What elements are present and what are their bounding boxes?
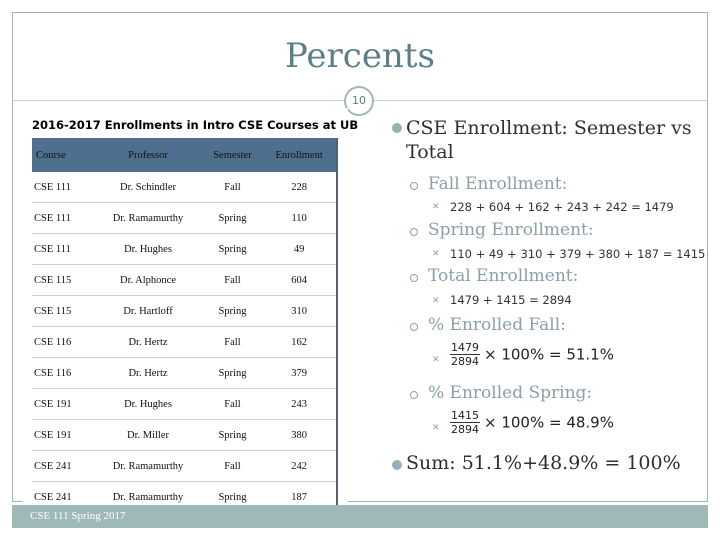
enrollment-cell: 380 [262,420,337,451]
spring-enrollment-label: Spring Enrollment: [428,220,594,240]
professor-cell: Dr. Hughes [93,234,202,265]
semester-cell: Spring [203,482,263,513]
enrollment-table-panel [22,108,359,522]
fall-enrollment-ring-icon [410,182,418,190]
pct-spring-bullet-icon: ✕ [432,423,440,433]
enrollment-cell: 243 [262,389,337,420]
course-cell: CSE 115 [32,296,93,327]
total-enrollment-ring-icon [410,274,418,282]
title-divider-left [12,100,346,101]
professor-cell: Dr. Ramamurthy [93,451,202,482]
table-row [32,296,337,327]
pct-fall-ring-icon [410,323,418,331]
semester-cell: Spring [203,358,263,389]
total-enrollment-expression: 1479 + 1415 = 2894 [450,293,572,307]
page-number-badge: 10 [344,86,374,116]
enrollment-cell: 228 [262,172,337,203]
pct-fall-expression [450,341,614,368]
pct-fall-denominator: 2894 [451,355,479,368]
pct-fall-fraction [450,341,480,368]
table-row [32,234,337,265]
enrollment-cell: 162 [262,327,337,358]
spring-expr-bullet-icon: ✕ [432,249,440,259]
table-caption: 2016-2017 Enrollments in Intro CSE Courses at UB [32,118,359,132]
pct-spring-fraction [450,409,480,436]
table-row [32,327,337,358]
table-row [32,420,337,451]
course-cell: CSE 115 [32,265,93,296]
fall-expr-bullet-icon: ✕ [432,202,440,212]
professor-cell: Dr. Hertz [93,327,202,358]
column-header-semester: Semester [203,138,263,172]
semester-cell: Fall [203,172,263,203]
semester-cell: Fall [203,451,263,482]
sum-bullet-icon [392,460,402,470]
professor-cell: Dr. Ramamurthy [93,203,202,234]
course-cell: CSE 116 [32,358,93,389]
semester-cell: Fall [203,389,263,420]
footer-text: CSE 111 Spring 2017 [30,510,126,522]
heading-bullet-icon [392,123,402,133]
table-row [32,265,337,296]
semester-cell: Spring [203,296,263,327]
professor-cell: Dr. Hertz [93,358,202,389]
total-enrollment-label: Total Enrollment: [428,266,579,286]
table-row [32,451,337,482]
pct-spring-ring-icon [410,391,418,399]
pct-fall-numerator: 1479 [451,341,479,354]
pct-spring-denominator: 2894 [451,423,479,436]
pct-fall-bullet-icon: ✕ [432,355,440,365]
course-cell: CSE 191 [32,389,93,420]
bullets-heading: CSE Enrollment: Semester vs Total [406,117,692,163]
professor-cell: Dr. Schindler [93,172,202,203]
professor-cell: Dr. Alphonce [93,265,202,296]
slide-title: Percents [285,36,435,76]
table-row [32,203,337,234]
enrollment-cell: 310 [262,296,337,327]
enrollment-cell: 604 [262,265,337,296]
semester-cell: Fall [203,327,263,358]
professor-cell: Dr. Ramamurthy [93,482,202,513]
professor-cell: Dr. Hughes [93,389,202,420]
course-cell: CSE 191 [32,420,93,451]
semester-cell: Spring [203,420,263,451]
semester-cell: Spring [203,203,263,234]
course-cell: CSE 241 [32,451,93,482]
pct-spring-label: % Enrolled Spring: [428,383,593,403]
sum-line: Sum: 51.1%+48.9% = 100% [406,452,681,474]
semester-cell: Spring [203,234,263,265]
enrollment-cell: 49 [262,234,337,265]
course-cell: CSE 111 [32,203,93,234]
table-row [32,172,337,203]
pct-fall-label: % Enrolled Fall: [428,315,566,335]
total-expr-bullet-icon: ✕ [432,296,440,306]
table-row [32,389,337,420]
column-header-professor: Professor [93,138,202,172]
professor-cell: Dr. Hartloff [93,296,202,327]
enrollment-cell: 187 [262,482,337,513]
enrollment-cell: 379 [262,358,337,389]
table-row [32,358,337,389]
enrollment-cell: 110 [262,203,337,234]
course-cell: CSE 111 [32,234,93,265]
course-cell: CSE 111 [32,172,93,203]
column-header-course: Course [32,138,93,172]
spring-enrollment-expression: 110 + 49 + 310 + 379 + 380 + 187 = 1415 [450,247,706,261]
pct-spring-result: × 100% = 48.9% [484,413,614,432]
semester-cell: Fall [203,265,263,296]
column-header-enrollment: Enrollment [262,138,337,172]
title-divider-right [374,100,708,101]
pct-spring-expression [450,409,614,436]
enrollment-cell: 242 [262,451,337,482]
fall-enrollment-expression: 228 + 604 + 162 + 243 + 242 = 1479 [450,200,674,214]
pct-spring-numerator: 1415 [451,409,479,422]
professor-cell: Dr. Miller [93,420,202,451]
table-header-row [32,138,337,172]
spring-enrollment-ring-icon [410,228,418,236]
enrollment-table [32,138,338,513]
course-cell: CSE 241 [32,482,93,513]
fall-enrollment-label: Fall Enrollment: [428,174,568,194]
pct-fall-result: × 100% = 51.1% [484,345,614,364]
course-cell: CSE 116 [32,327,93,358]
